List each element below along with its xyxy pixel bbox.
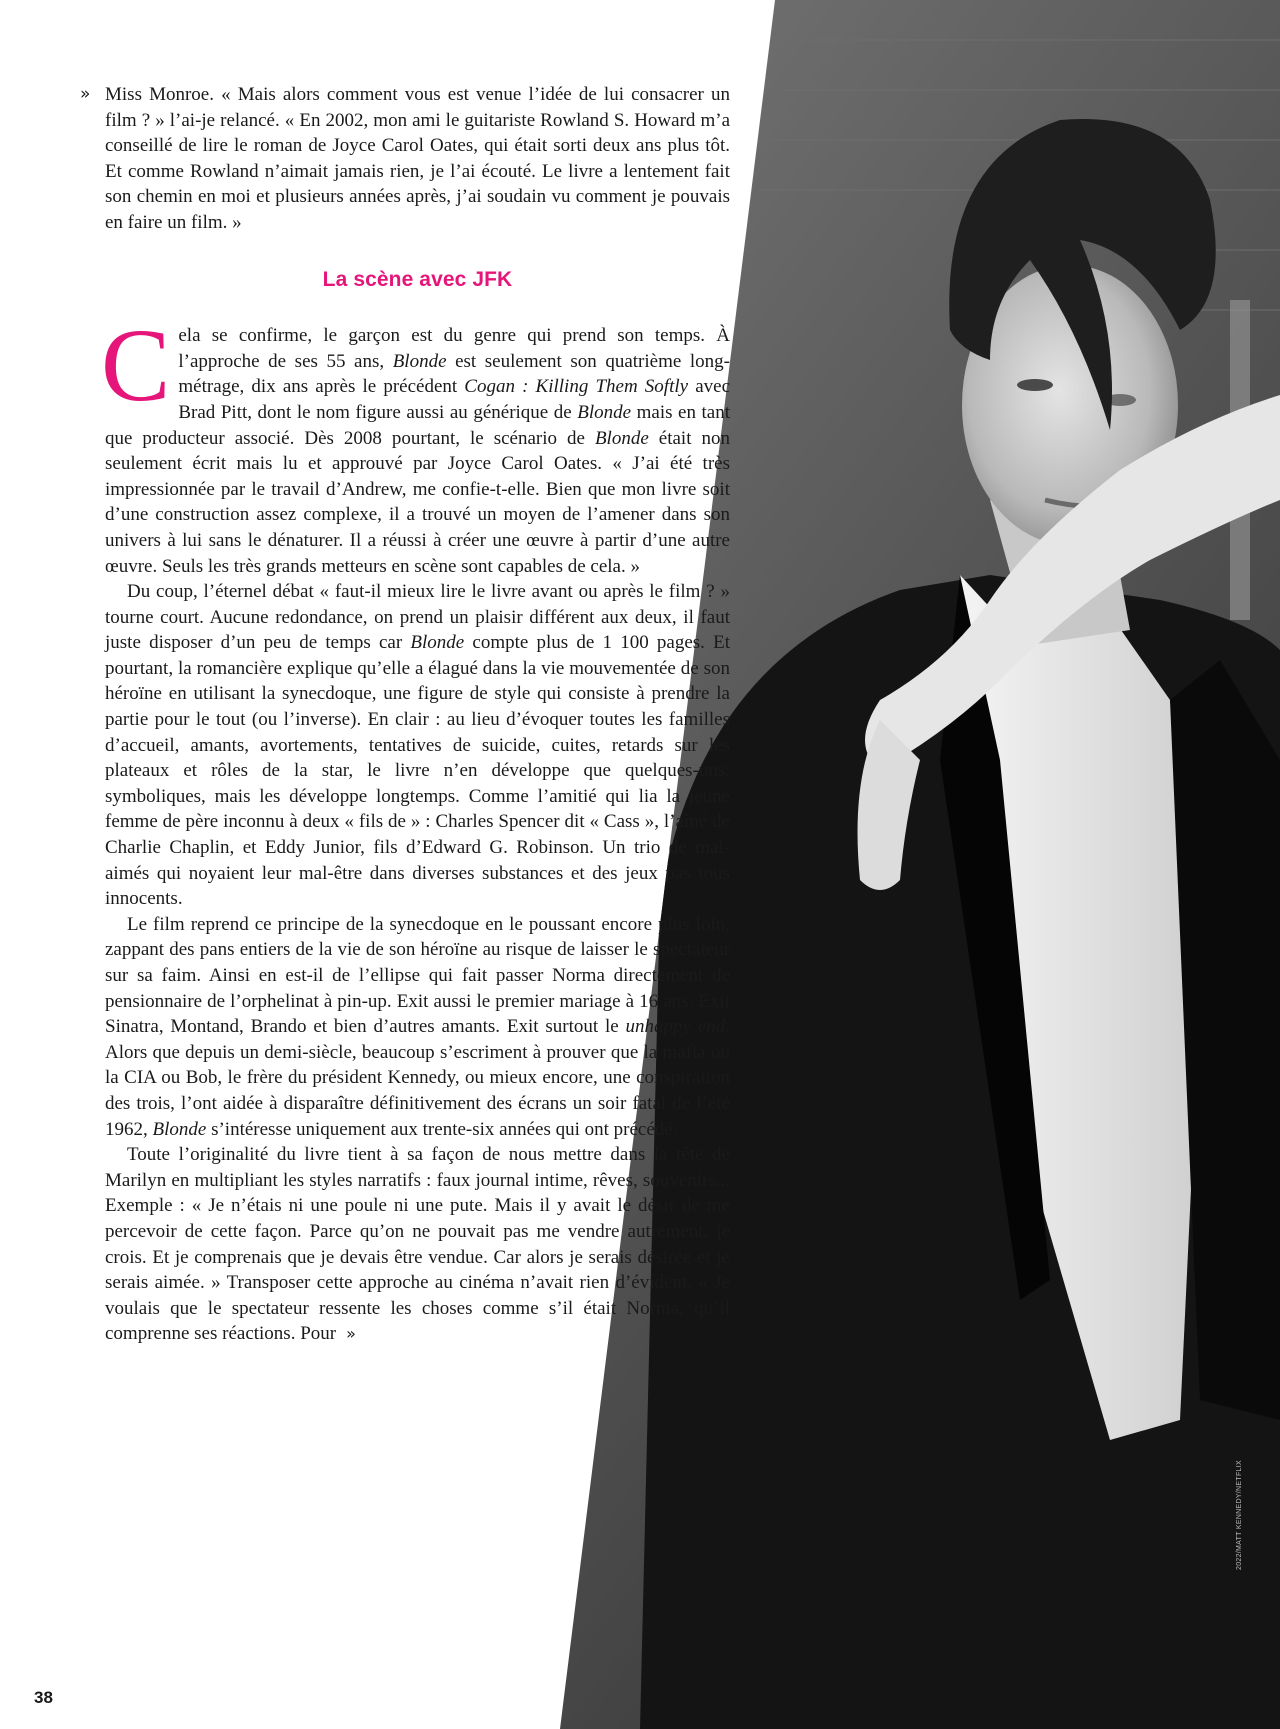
text-run: Le film reprend ce principe de la synecdoque en le poussant encore plus loin, zappant des pans entiers de la vie de son héroïne au risque de laisser le spectateur sur sa faim. Ainsi en est-il de l’ellipse qui fait passer Norma directement de pensionnaire de l’orphelinat à pin-up. Exit aussi le premier mariage à 16 ans. Exit Sinatra, Montand, Brando et bien d’autres amants. Exit surtout le [105,913,730,1038]
section-subheading [105,267,730,293]
article-text-column [80,82,730,1347]
text-run: s’intéresse uniquement aux trente-six années qui ont précédé. [206,1118,678,1140]
text-run: mais en tant que producteur associé. Dès 2008 pourtant, le scénario de [105,401,730,449]
paragraph [105,579,730,912]
paragraph [105,1142,730,1347]
title-run: Blonde [392,350,447,372]
title-run: Blonde [152,1118,207,1140]
photo-credit: 2022/MATT KENNEDY/NETFLIX [1236,1460,1243,1570]
drop-cap-letter: C [101,308,171,424]
title-run: Blonde [577,401,632,423]
paragraph [105,912,730,1142]
text-run: avec Brad Pitt, dont le nom figure aussi au générique de [178,376,730,423]
text-run: Alors que depuis un demi-siècle, beaucoup s’escriment à prouver que la mafia ou la CIA ou Bob, le frère du président Kennedy, ou mieux encore, une conspiration des trois, l’ont aidée à disparaître définitivement des écrans un soir fatal de l’été 1962, [105,1041,730,1140]
text-run: ela se confirme, le garçon est du genre qui prend son temps. À l’approche de ses 55 ans, [178,325,730,372]
double-arrow-right-icon: » [80,84,91,104]
page-number: 38 [34,1688,53,1707]
text-run: compte plus de 1 100 pages. Et pourtant, la romancière explique qu’elle a élagué dans la vie mouvementée de son héroïne en utilisant la synecdoque, une figure de style qui consiste à prendre la partie pour le tout (ou l’inverse). En clair : au lieu d’évoquer toutes les familles d’accueil, amants, avortements, tentatives de suicide, cuites, retards sur les plateaux et rôles de la star, le livre n’en développe que quelques-uns, symboliques, mais les développe longtemps. Comme l’amitié qui lia la jeune femme de père inconnu à deux « fils de » : Charles Spencer dit « Cass », l’aîné de Charlie Chaplin, et Eddy Junior, fils d’Edward G. Robinson. Un trio de mal-aimés qui noyaient leur mal-être dans diverses substances et des jeux pas tous innocents. [105,632,730,910]
subheading-text: La scène avec JFK [322,267,513,291]
paragraph-continuation: Miss Monroe. « Mais alors comment vous est venue l’idée de lui consacrer un film ? » l’ai-je relancé. « En 2002, mon ami le guitariste Rowland S. Howard m’a conseillé de lire le roman de Joyce Carol Oates, qui était sorti deux ans plus tôt. Et comme Rowland n’aimait jamais rien, je l’ai écouté. Le livre a lentement fait son chemin en moi et plusieurs années après, j’ai soudain vu comment je pouvais en faire un film. » [105,84,730,233]
text-run: Du coup, l’éternel débat « faut-il mieux lire le livre avant ou après le film ? » tourne court. Aucune redondance, on prend un plaisir différent aux deux, il faut juste disposer d’un peu de temps car [105,581,730,654]
title-run: Blonde [594,427,649,449]
text-run: était non seulement écrit mais lu et approuvé par Joyce Carol Oates. « J’ai été très impressionnée par le travail d’Andrew, me confie-t-elle. Bien que mon livre soit d’une construction assez complexe, il a trouvé un moyen de l’amener dans son univers à lui sans le dénaturer. Il a réussi à créer une œuvre à partir d’une autre œuvre. Seuls les très grands metteurs en scène sont capables de cela. » [105,427,730,577]
title-run: Cogan : Killing Them Softly [464,376,689,398]
paragraph-drop-cap [101,308,730,579]
title-run: Blonde [410,632,465,654]
text-run: est seulement son quatrième long-métrage, dix ans après le précédent [178,350,730,398]
text-run: Toute l’originalité du livre tient à sa façon de nous mettre dans la tête de Marilyn en multipliant les styles narratifs : faux journal intime, rêves, souvenirs... Exemple : « Je n’étais ni une poule ni une pute. Mais il y avait le désir de me percevoir de cette façon. Parce qu’on ne pouvait pas me vendre autrement, je crois. Et je comprenais que je devais être vendue. Car alors je serais désirée et je serais aimée. » Transposer cette approche au cinéma n’avait rien d’évident. « Je voulais que le spectateur ressente les choses comme s’il était Norma, qu’il comprenne ses réactions. Pour [105,1144,730,1345]
title-run: unhappy end. [625,1016,730,1038]
double-arrow-right-icon: » [346,1324,356,1344]
